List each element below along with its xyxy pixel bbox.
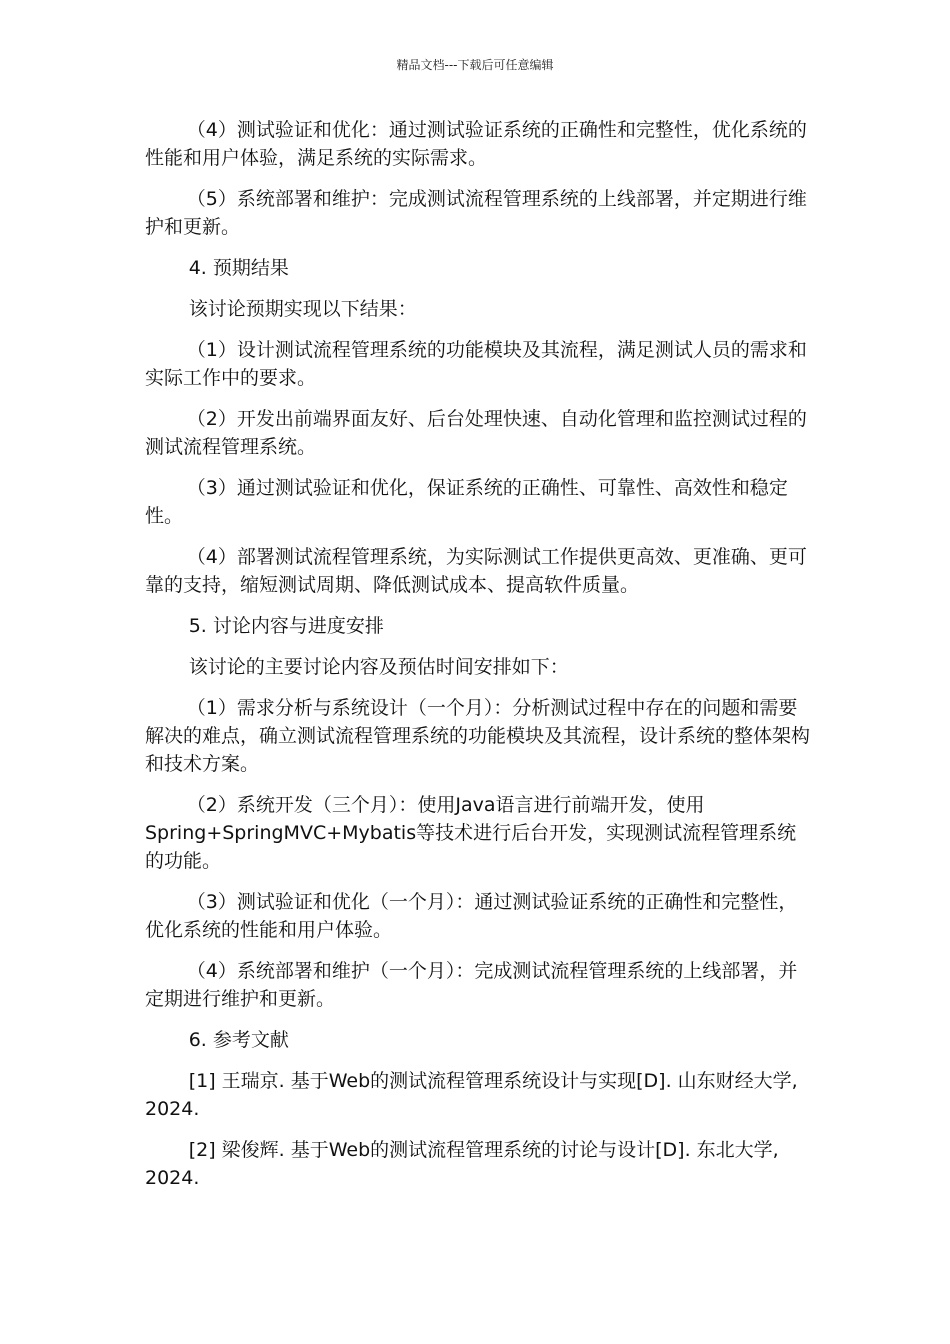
- reference-item-1: [1] 王瑞京. 基于Web的测试流程管理系统设计与实现[D]. 山东财经大学, 2024.: [145, 1070, 798, 1120]
- paragraph-schedule-intro: 该讨论的主要讨论内容及预估时间安排如下：: [188, 656, 569, 678]
- section-heading-references: 6. 参考文献: [188, 1029, 289, 1051]
- schedule-item-4: （4）系统部署和维护（一个月）：完成测试流程管理系统的上线部署，并定期进行维护和更新。: [145, 960, 798, 1010]
- result-item-3: （3）通过测试验证和优化，保证系统的正确性、可靠性、高效性和稳定性。: [145, 477, 788, 527]
- result-item-4: （4）部署测试流程管理系统，为实际测试工作提供更高效、更准确、更可靠的支持，缩短测试周期、降低测试成本、提高软件质量。: [145, 546, 807, 596]
- schedule-item-2: （2）系统开发（三个月）：使用Java语言进行前端开发，使用Spring+SpringMVC+Mybatis等技术进行后台开发，实现测试流程管理系统的功能。: [145, 794, 797, 872]
- schedule-item-3: （3）测试验证和优化（一个月）：通过测试验证系统的正确性和完整性，优化系统的性能和用户体验。: [145, 891, 798, 941]
- paragraph-test-optimization: （4）测试验证和优化：通过测试验证系统的正确性和完整性，优化系统的性能和用户体验，满足系统的实际需求。: [145, 119, 807, 169]
- paragraph-deploy-maintain: （5）系统部署和维护：完成测试流程管理系统的上线部署，并定期进行维护和更新。: [145, 188, 807, 238]
- page-header: 精品文档---下载后可任意编辑: [396, 58, 554, 72]
- result-item-2: （2）开发出前端界面友好、后台处理快速、自动化管理和监控测试过程的测试流程管理系统。: [145, 408, 807, 458]
- section-heading-expected-results: 4. 预期结果: [188, 257, 289, 279]
- reference-item-2: [2] 梁俊辉. 基于Web的测试流程管理系统的讨论与设计[D]. 东北大学, 2024.: [145, 1139, 779, 1189]
- schedule-item-1: （1）需求分析与系统设计（一个月）：分析测试过程中存在的问题和需要解决的难点，确立测试流程管理系统的功能模块及其流程，设计系统的整体架构和技术方案。: [145, 697, 811, 775]
- result-item-1: （1）设计测试流程管理系统的功能模块及其流程，满足测试人员的需求和实际工作中的要求。: [145, 339, 807, 389]
- document-body: [145, 116, 815, 1205]
- paragraph-results-intro: 该讨论预期实现以下结果：: [188, 298, 417, 320]
- section-heading-schedule: 5. 讨论内容与进度安排: [188, 615, 384, 637]
